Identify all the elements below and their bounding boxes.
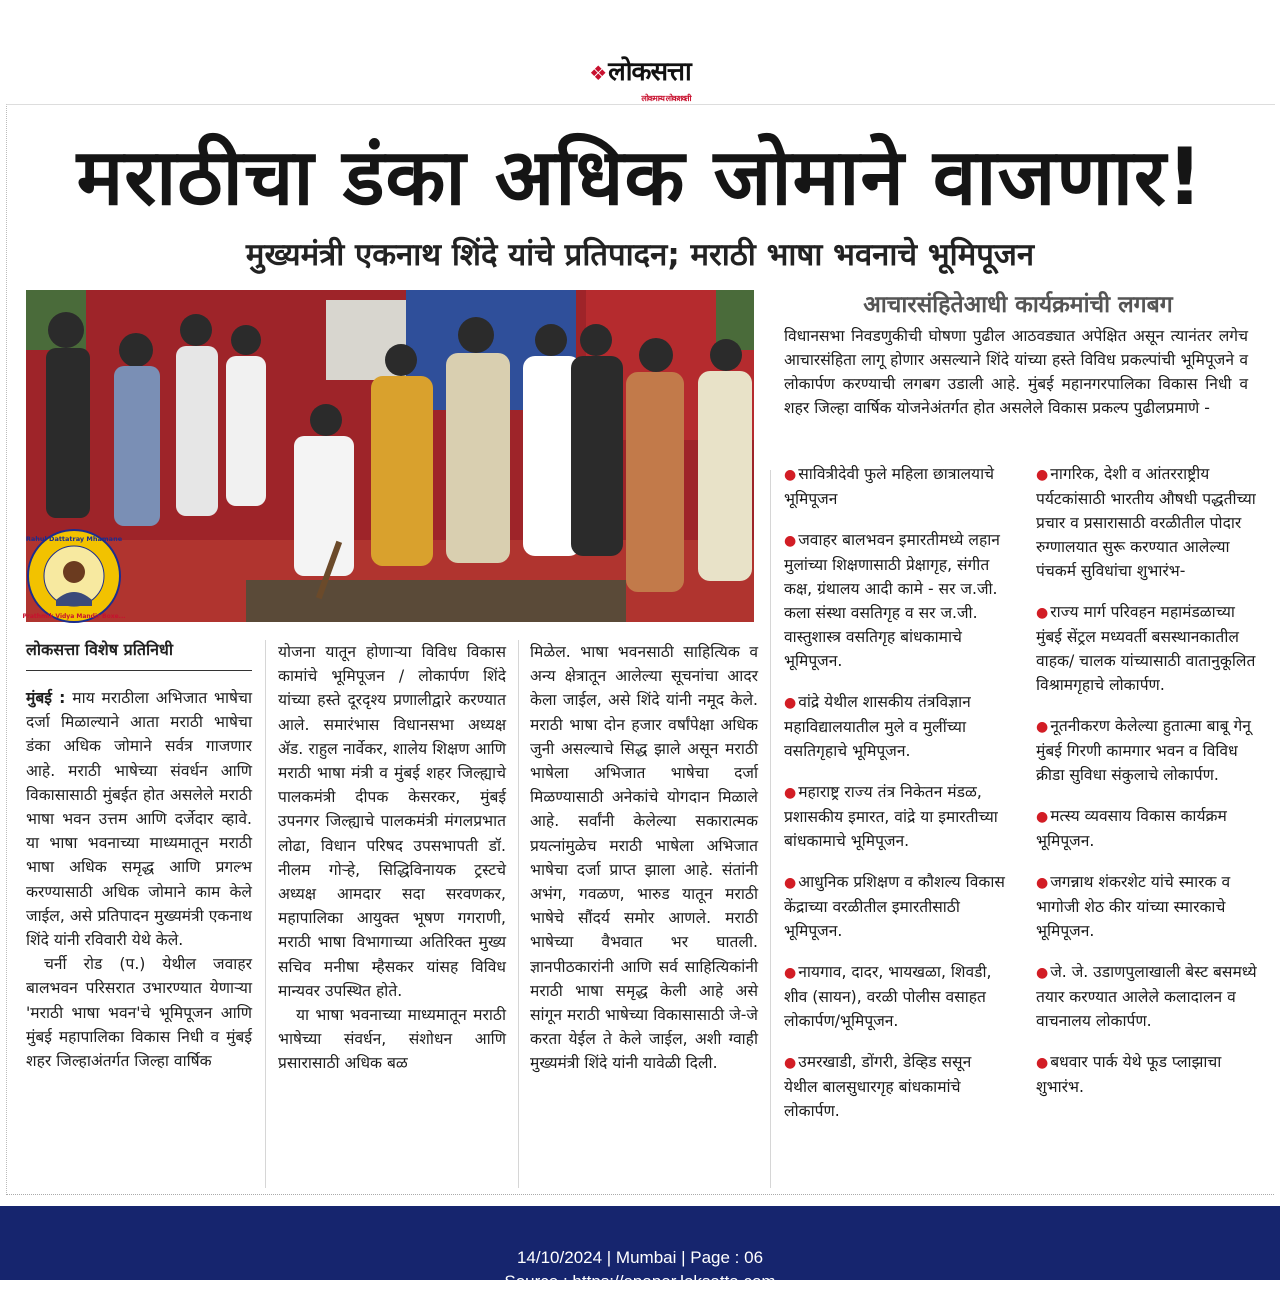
stamp-icon: [22, 528, 126, 624]
list-item: ● मत्स्य व्यवसाय विकास कार्यक्रम भूमिपूजन.: [1036, 807, 1227, 850]
article-paragraph: चर्नी रोड (प.) येथील जवाहर बालभवन परिसरात उभारण्यात येणाऱ्या 'मराठी भाषा भवन'चे भूमिपूजन आणि मुंबई महापालिका विकास निधी व मुंबई शहर जिल्हाअंतर्गत जिल्हा वार्षिक: [26, 955, 252, 1071]
bullet-dot-icon: ●: [1036, 1055, 1049, 1071]
bullet-list-left: [784, 462, 1006, 1140]
bullet-list-right: [1036, 462, 1260, 1116]
photo-scene: [26, 290, 754, 622]
flame-icon: ❖: [589, 61, 607, 85]
bottom-border: [6, 1194, 1274, 1195]
article-paragraph: या भाषा भवनाच्या माध्यमातून मराठी भाषेच्या संवर्धन, संशोधन आणि प्रसारासाठी अधिक बळ: [278, 1006, 506, 1073]
column-divider: [265, 640, 266, 1188]
article-column-2: [278, 640, 506, 1076]
list-item: ● राज्य मार्ग परिवहन महामंडळाच्या मुंबई सेंट्रल मध्यवर्ती बसस्थानकातील वाहक/ चालक यांच्यासाठी वातानुकूलित विश्रामगृहाचे लोकार्पण.: [1036, 603, 1256, 694]
stamp-line1: Rahul Dattatray Mhamane: [25, 535, 123, 543]
source-link[interactable]: Source : https://epaper.loksatta.com: [504, 1272, 776, 1291]
list-item: ● वांद्रे येथील शासकीय तंत्रविज्ञान महाविद्यालयातील मुले व मुलींच्या वसतिगृहाचे भूमिपूजन.: [784, 693, 971, 760]
list-item: ● उमरखाडी, डोंगरी, डेव्हिड ससून येथील बालसुधारगृह बांधकामांचे लोकार्पण.: [784, 1053, 972, 1120]
bullet-dot-icon: ●: [784, 695, 797, 711]
list-item: ● नूतनीकरण केलेल्या हुतात्मा बाबू गेनू मुंबई गिरणी कामगार भवन व विविध क्रीडा सुविधा संकुलाचे लोकार्पण.: [1036, 717, 1251, 784]
bullet-dot-icon: ●: [1036, 719, 1049, 735]
article-column-3: [530, 640, 758, 1076]
article-paragraph: मिळेल. भाषा भवनसाठी साहित्यिक व अन्य क्षेत्रातून आलेल्या सूचनांचा आदर केला जाईल, असे शिंदे यांनी नमूद केले. मराठी भाषा दोन हजार वर्षांपेक्षा अधिक जुनी असल्याचे सिद्ध झाले असून मराठी भाषेला अभिजात भाषेचा दर्जा मिळण्यासाठी अनेकांचे योगदान मिळाले आहे. सर्वांनी केलेल्या सकारात्मक प्रयत्नांमुळेच मराठी भाषेला अभिजात भाषेचा दर्जा प्राप्त झाला आहे. संतांनी अभंग, गवळण, भारुड यातून मराठी भाषेचे सौंदर्य समोर आणले. मराठी भाषेच्या वैभवात भर घातली. ज्ञानपीठकारांनी आणि सर्व साहित्यिकांनी मराठी भाषा समृद्ध केली आहे असे सांगून मराठी भाषेच्या विकासासाठी जे-जे करता येईल ते केले जाईल, अशी ग्वाही मुख्यमंत्री शिंदे यांनी यावेळी दिली.: [530, 643, 758, 1073]
bullet-dot-icon: ●: [1036, 467, 1049, 483]
page-info: 14/10/2024 | Mumbai | Page : 06: [516, 1248, 764, 1267]
list-item: ● नायगाव, दादर, भायखळा, शिवडी, शीव (सायन), वरळी पोलीस वसाहत लोकार्पण/भूमिपूजन.: [784, 963, 992, 1030]
article-paragraph: योजना यातून होणाऱ्या विविध विकास कामांचे भूमिपूजन / लोकार्पण शिंदे यांच्या हस्ते दूरदृश्य प्रणालीद्वारे करण्यात आले. समारंभास विधानसभा अध्यक्ष ॲड. राहुल नार्वेकर, शालेय शिक्षण आणि मराठी भाषा मंत्री व मुंबई शहर जिल्ह्याचे पालकमंत्री दीपक केसरकर, मुंबई उपनगर जिल्ह्याचे पालकमंत्री मंगलप्रभात लोढा, विधान परिषद उपसभापती डॉ. नीलम गोऱ्हे, सिद्धिविनायक ट्रस्टचे अध्यक्ष आमदार सदा सरवणकर, महापालिका आयुक्त भूषण गगराणी, मराठी भाषा विभागाच्या अतिरिक्त मुख्य सचिव मनीषा म्हैसकर यांसह विविध मान्यवर उपस्थित होते.: [278, 643, 506, 1000]
list-item: ● महाराष्ट्र राज्य तंत्र निकेतन मंडळ, प्रशासकीय इमारत, वांद्रे या इमारतीच्या बांधकामाचे भूमिपूजन.: [784, 783, 998, 850]
list-item: ● आधुनिक प्रशिक्षण व कौशल्य विकास केंद्राच्या वरळीतील इमारतीसाठी भूमिपूजन.: [784, 873, 1005, 940]
news-photo: [26, 290, 754, 622]
subhead: मुख्यमंत्री एकनाथ शिंदे यांचे प्रतिपादन; मराठी भाषा भवनाचे भूमिपूजन: [245, 237, 1035, 273]
logo-tagline: लोकमान्य लोकशक्ती: [641, 94, 691, 103]
logo-text: लोकसत्ता: [608, 57, 691, 87]
list-item: ● जे. जे. उडाणपुलाखाली बेस्ट बसमध्ये तयार करण्यात आलेले कलादालन व वाचनालय लोकार्पण.: [1036, 963, 1257, 1030]
bullet-dot-icon: ●: [1036, 809, 1049, 825]
bullet-dot-icon: ●: [784, 875, 797, 891]
column-divider: [518, 640, 519, 1188]
bullet-dot-icon: ●: [784, 467, 797, 483]
profile-stamp: [22, 528, 126, 624]
bullet-dot-icon: ●: [784, 785, 797, 801]
bullet-dot-icon: ●: [784, 965, 797, 981]
article-paragraph: मुंबई : माय मराठीला अभिजात भाषेचा दर्जा मिळाल्याने आता मराठी भाषेचा डंका अधिक जोमाने सर्वत्र गाजणार आहे. मराठी भाषेच्या संवर्धन आणि विकासासाठी मुंबईत होत असलेले मराठी भाषा भवन उत्तम आणि दर्जेदार व्हावे. या भाषा भवनाच्या माध्यमातून मराठी भाषा अधिक समृद्ध आणि प्रगल्भ करण्यासाठी अधिक जोमाने काम केले जाईल, असे प्रतिपादन मुख्यमंत्री एकनाथ शिंदे यांनी रविवारी येथे केले.: [26, 689, 252, 950]
bullet-dot-icon: ●: [1036, 605, 1049, 621]
footer-bar: [0, 1206, 1280, 1291]
bullet-dot-icon: ●: [1036, 965, 1049, 981]
article-column-1: [26, 686, 252, 1073]
byline: लोकसत्ता विशेष प्रतिनिधी: [26, 636, 252, 671]
list-item: ● नागरिक, देशी व आंतरराष्ट्रीय पर्यटकांसाठी भारतीय औषधी पद्धतीच्या प्रचार व प्रसारासाठी वरळीतील पोदार रुग्णालयात सुरू करण्यात आलेल्या पंचकर्म सुविधांचा शुभारंभ-: [1036, 465, 1256, 580]
dateline: मुंबई :: [26, 689, 66, 707]
sidebar-intro: विधानसभा निवडणुकीची घोषणा पुढील आठवड्यात अपेक्षित असून त्यानंतर लगेच आचारसंहिता लागू होणार असल्याने शिंदे यांच्या हस्ते विविध प्रकल्पांची भूमिपूजने व लोकार्पण करण्याची लगबग उडाली आहे. मुंबई महानगरपालिका विकास निधी व शहर जिल्हा वार्षिक योजनेअंतर्गत होत असलेले विकास प्रकल्प पुढीलप्रमाणे -: [784, 327, 1248, 417]
list-item: ● बधवार पार्क येथे फूड प्लाझाचा शुभारंभ.: [1036, 1053, 1222, 1096]
column-divider: [770, 470, 771, 1188]
list-item: ● जगन्नाथ शंकरशेट यांचे स्मारक व भागोजी शेठ कीर यांच्या स्मारकाचे भूमिपूजन.: [1036, 873, 1231, 940]
bullet-dot-icon: ●: [784, 533, 797, 549]
headline: मराठीचा डंका अधिक जोमाने वाजणार!: [76, 133, 1204, 223]
sidebar-kicker: आचारसंहितेआधी कार्यक्रमांची लगबग: [863, 292, 1173, 318]
bullet-dot-icon: ●: [1036, 875, 1049, 891]
list-item: ● जवाहर बालभवन इमारतीमध्ये लहान मुलांच्या शिक्षणासाठी प्रेक्षागृह, संगीत कक्ष, ग्रंथालय आदी कामे - सर ज.जी. कला संस्था वसतिगृह व सर ज.जी. वास्तुशास्त्र वसतिगृह बांधकामाचे भूमिपूजन.: [784, 531, 1000, 670]
stamp-line2: Prathmik Vidya Mandir Boxe...: [22, 613, 126, 620]
list-item: ● सावित्रीदेवी फुले महिला छात्रालयाचे भूमिपूजन: [784, 465, 995, 508]
bullet-dot-icon: ●: [784, 1055, 797, 1071]
